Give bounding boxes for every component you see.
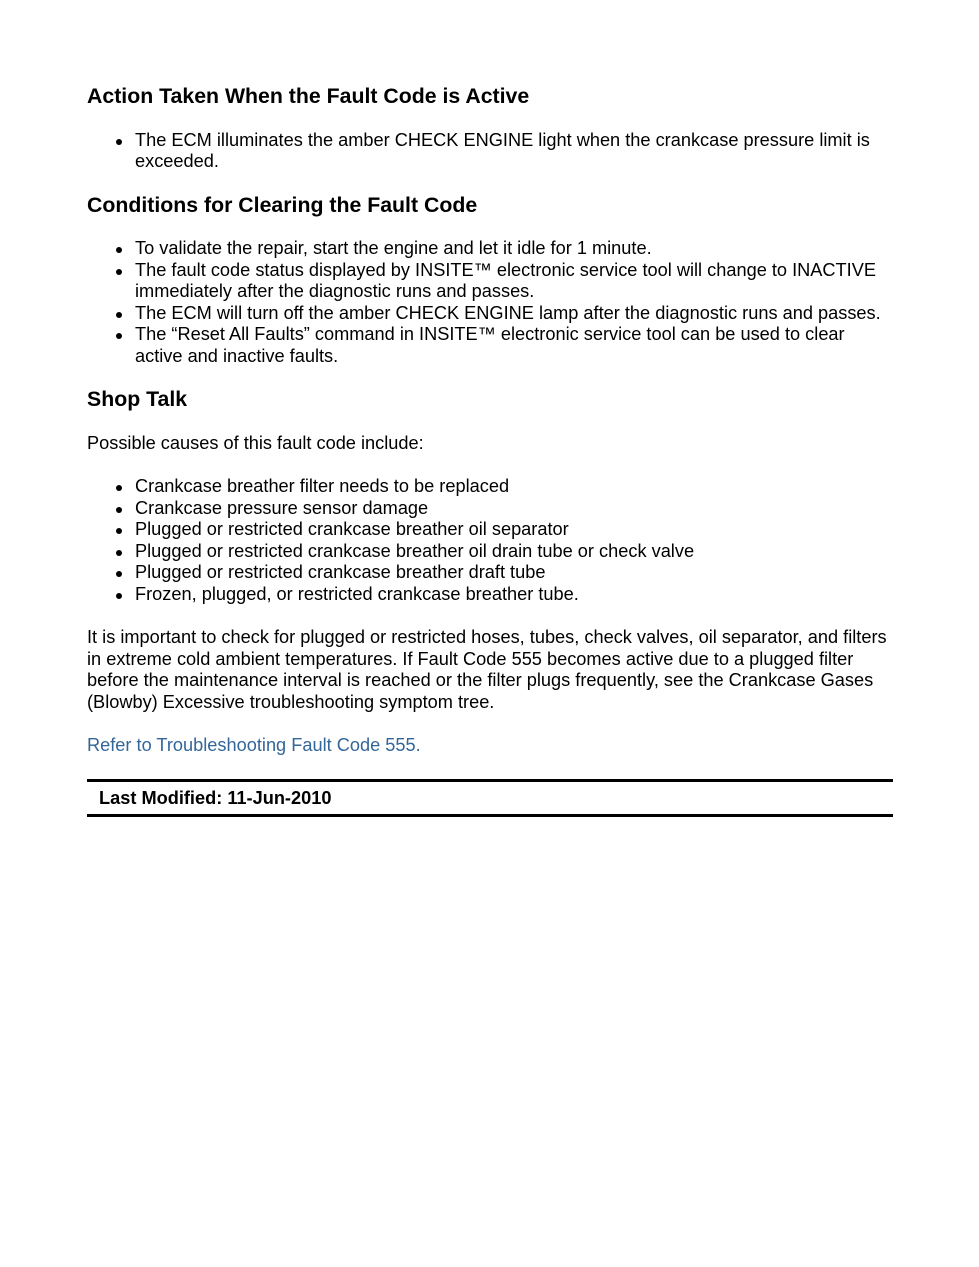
list-item: Crankcase breather filter needs to be replaced xyxy=(87,476,893,498)
clearing-heading: Conditions for Clearing the Fault Code xyxy=(87,192,478,217)
list-item: The ECM will turn off the amber CHECK ENGINE lamp after the diagnostic runs and passes. xyxy=(87,303,893,325)
bullet-icon xyxy=(116,485,122,491)
list-item: Plugged or restricted crankcase breather oil drain tube or check valve xyxy=(87,541,893,563)
list-item: Plugged or restricted crankcase breather oil separator xyxy=(87,519,893,541)
bullet-icon xyxy=(116,247,122,253)
bullet-icon xyxy=(116,528,122,534)
bullet-icon xyxy=(116,507,122,513)
bullet-icon xyxy=(116,593,122,599)
shop-talk-heading: Shop Talk xyxy=(87,387,188,411)
action-heading: Action Taken When the Fault Code is Active xyxy=(87,84,530,108)
document-page xyxy=(87,86,893,817)
shop-talk-intro: Possible causes of this fault code include: xyxy=(87,432,424,453)
action-list xyxy=(87,130,893,173)
clearing-list xyxy=(87,238,893,367)
list-item: To validate the repair, start the engine and let it idle for 1 minute. xyxy=(87,238,893,260)
bullet-icon xyxy=(116,571,122,577)
list-item: Frozen, plugged, or restricted crankcase breather tube. xyxy=(87,584,893,606)
bullet-icon xyxy=(116,333,122,339)
bullet-icon xyxy=(116,550,122,556)
last-modified: Last Modified: 11-Jun-2010 xyxy=(99,787,332,808)
shop-talk-note: It is important to check for plugged or restricted hoses, tubes, check valves, oil separator, and filters in extreme cold ambient temperatures. If Fault Code 555 becomes active due to a plugged filter before the maintenance interval is reached or the filter plugs frequently, see the Crankcase Gases (Blowby) Excessive troubleshooting symptom tree. xyxy=(87,627,887,712)
bullet-icon xyxy=(116,312,122,318)
list-item: The fault code status displayed by INSITE™ electronic service tool will change to INACTIVE immediately after the diagnostic runs and passes. xyxy=(87,260,893,303)
causes-list xyxy=(87,476,893,605)
footer-bar xyxy=(87,779,893,817)
list-item: Crankcase pressure sensor damage xyxy=(87,498,893,520)
troubleshooting-link[interactable]: Refer to Troubleshooting Fault Code 555. xyxy=(87,735,421,755)
bullet-icon xyxy=(116,139,122,145)
bullet-icon xyxy=(116,269,122,275)
list-item: Plugged or restricted crankcase breather draft tube xyxy=(87,562,893,584)
list-item: The “Reset All Faults” command in INSITE™ electronic service tool can be used to clear active and inactive faults. xyxy=(87,324,893,367)
list-item: The ECM illuminates the amber CHECK ENGINE light when the crankcase pressure limit is exceeded. xyxy=(87,130,893,173)
